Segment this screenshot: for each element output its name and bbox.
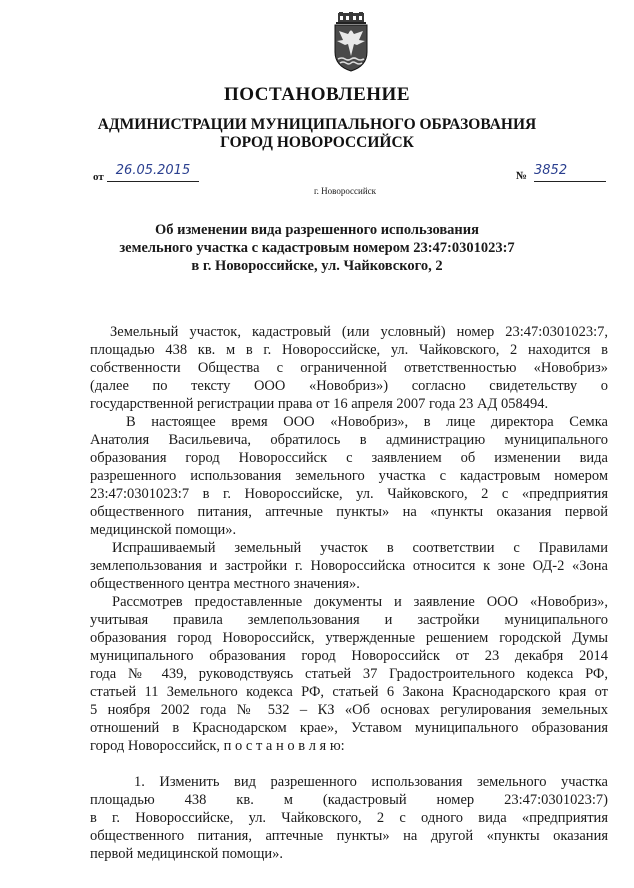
- paragraph-line: Испрашиваемый земельный участок в соответствии с Правилами: [112, 540, 608, 556]
- clause-line: общественного питания, аптечные пункты» на другой «пункты оказания: [90, 828, 608, 844]
- paragraph-line: муниципального образования город Новороссийск от 23 декабря 2014: [90, 648, 608, 664]
- document-title: ПОСТАНОВЛЕНИЕ: [223, 84, 411, 105]
- paragraph-line: город Новороссийск, п о с т а н о в л я ю:: [90, 738, 345, 754]
- clause-line: первой медицинской помощи».: [90, 846, 284, 862]
- paragraph-line: отношений в Краснодарском крае», Уставом муниципального образования: [90, 720, 608, 736]
- paragraph-line: В настоящее время ООО «Новобриз», в лице директора Семка: [126, 414, 608, 430]
- paragraph-line: 5 ноября 2002 года № 532 – КЗ «Об основах регулирования земельных: [90, 702, 608, 718]
- paragraph-line: собственности Общества с ограниченной ответственностью «Новобриз»: [90, 360, 608, 376]
- paragraph-line: образования город Новороссийск, утвержденные решением городской Думы: [90, 630, 608, 646]
- subject-line: земельного участка с кадастровым номером 23:47:0301023:7: [119, 240, 515, 256]
- city-label: г. Новороссийск: [313, 186, 377, 196]
- clause-line: в г. Новороссийске, ул. Чайковского, 2 с одного вида «предприятия: [90, 810, 608, 826]
- coat-of-arms-icon: [330, 12, 372, 72]
- paragraph-line: Анатолия Васильевича, обратилось в администрацию муниципального: [90, 432, 608, 448]
- date-label: от: [93, 171, 104, 183]
- date-handwritten: 26.05.2015: [107, 163, 199, 182]
- clause-line: площадью 438 кв. м (кадастровый номер 23:47:0301023:7): [90, 792, 608, 808]
- paragraph-line: общественного центра местного значения».: [90, 576, 360, 592]
- paragraph-line: образования город Новороссийск с заявлением об изменении вида: [90, 450, 608, 466]
- number-handwritten: 3852: [534, 163, 606, 182]
- issuer-line-1: АДМИНИСТРАЦИИ МУНИЦИПАЛЬНОГО ОБРАЗОВАНИЯ: [97, 116, 537, 133]
- issuer-line-2: ГОРОД НОВОРОССИЙСК: [220, 134, 414, 151]
- subject-line: в г. Новороссийске, ул. Чайковского, 2: [191, 258, 443, 274]
- paragraph-line: разрешенного использования земельного участка с кадастровым номером: [90, 468, 608, 484]
- paragraph-line: площадью 438 кв. м в г. Новороссийске, ул. Чайковского, 2 находится в: [90, 342, 608, 358]
- paragraph-line: 23:47:0301023:7 в г. Новороссийске, ул. Чайковского, 2 с «предприятия: [90, 486, 608, 502]
- paragraph-line: (далее по тексту ООО «Новобриз») согласно свидетельству о: [90, 378, 608, 394]
- paragraph-line: Рассмотрев предоставленные документы и заявление ООО «Новобриз»,: [112, 594, 608, 610]
- number-label: №: [516, 170, 528, 182]
- clause-line: 1. Изменить вид разрешенного использования земельного участка: [134, 774, 608, 790]
- paragraph-line: землепользования и застройки г. Новороссийска относится к зоне ОД-2 «Зона: [90, 558, 608, 574]
- paragraph-line: года № 439, руководствуясь статьей 37 Градостроительного кодекса РФ,: [90, 666, 608, 682]
- paragraph-line: общественного питания, аптечные пункты» на «пункты оказания первой: [90, 504, 608, 520]
- paragraph-line: Земельный участок, кадастровый (или условный) номер 23:47:0301023:7,: [110, 324, 608, 340]
- paragraph-line: учитывая правила землепользования и застройки муниципального: [90, 612, 608, 628]
- paragraph-line: статьей 11 Земельного кодекса РФ, статьей 6 Закона Краснодарского края от: [90, 684, 608, 700]
- subject-line: Об изменении вида разрешенного использования: [155, 222, 479, 238]
- paragraph-line: государственной регистрации права от 16 апреля 2007 года 23 АД 058494.: [90, 396, 549, 412]
- paragraph-line: медицинской помощи».: [90, 522, 237, 538]
